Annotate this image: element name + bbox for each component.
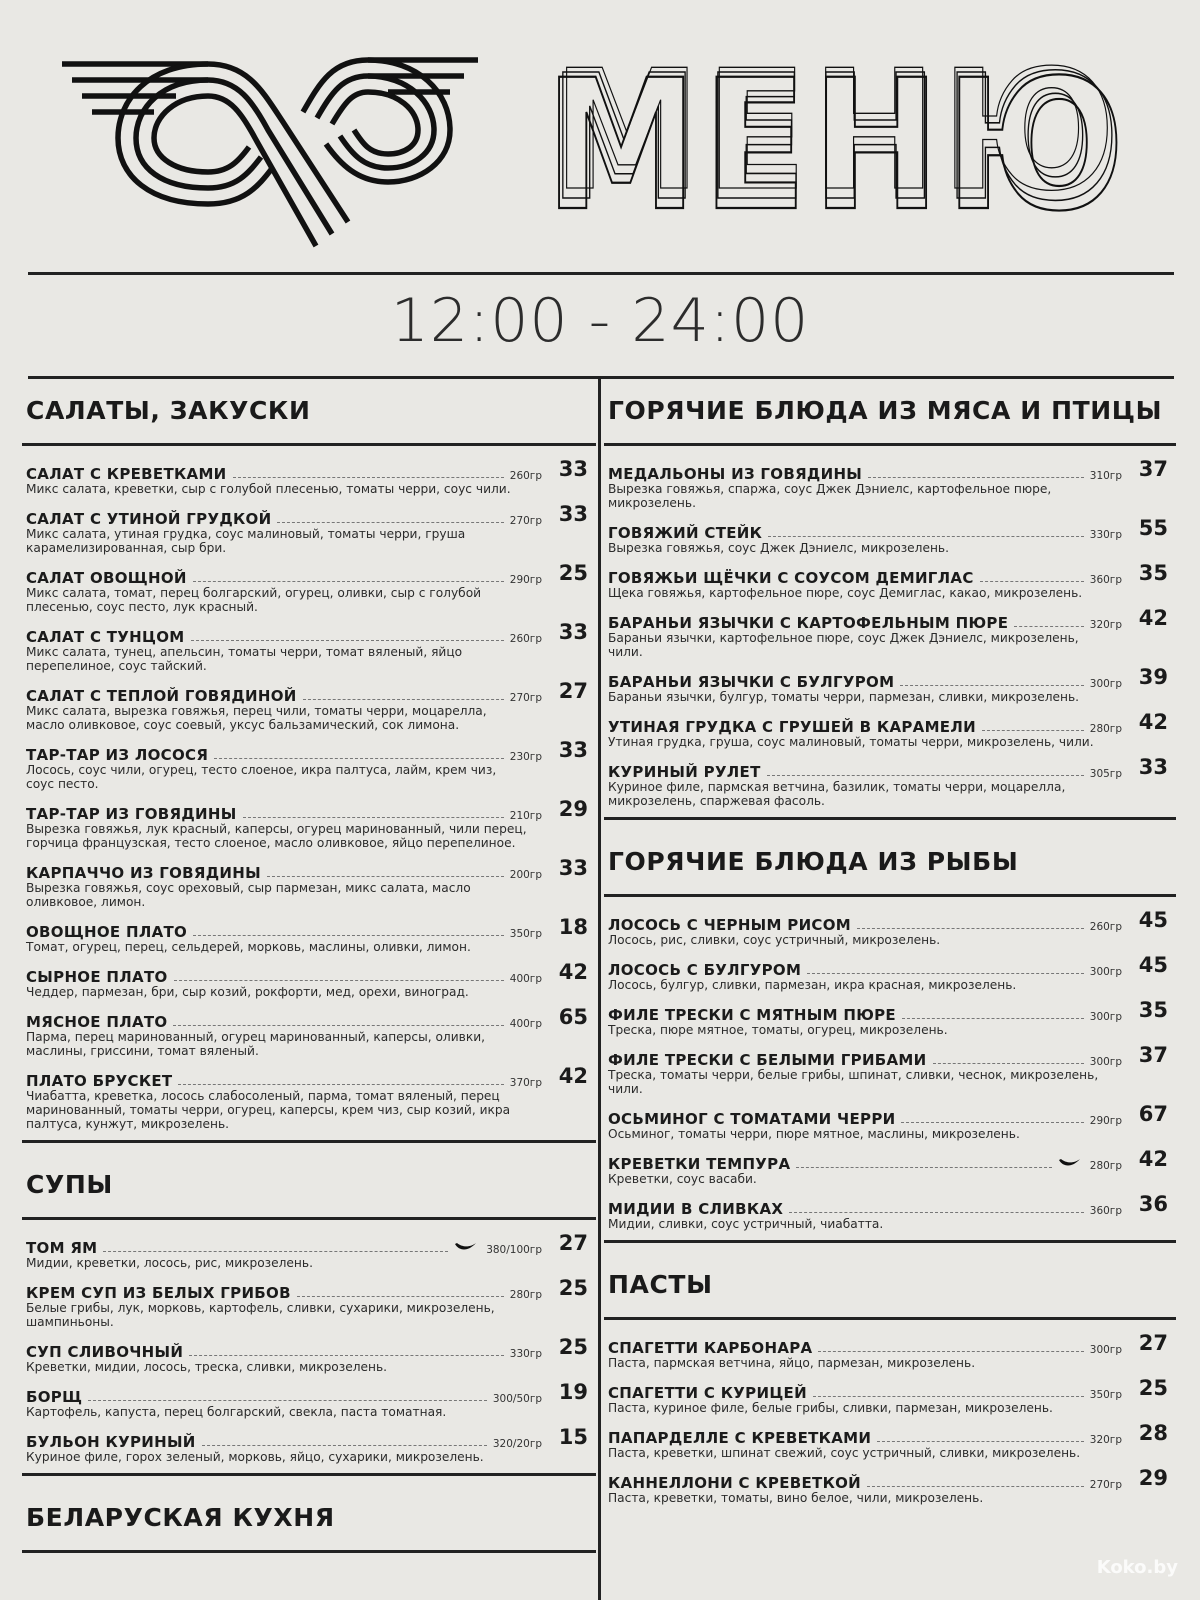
menu-item-header: [604, 953, 1168, 979]
menu-item[interactable]: [22, 457, 596, 496]
menu-item-description: Микс салата, утиная грудка, соус малиновый, томаты черри, груша карамелизированная, сыр бри.: [26, 527, 466, 555]
menu-item-weight: 300гр: [1089, 966, 1122, 978]
menu-item-price: 39: [1138, 665, 1168, 689]
menu-item-weight: 310гр: [1089, 470, 1122, 482]
menu-item-price: 29: [558, 797, 588, 821]
menu-item-price: 29: [1138, 1466, 1168, 1490]
menu-item-weight: 305гр: [1089, 768, 1122, 780]
menu-item-description: Бараньи язычки, булгур, томаты черри, пармезан, сливки, микрозелень.: [608, 690, 1080, 704]
menu-item[interactable]: [22, 1335, 596, 1374]
menu-item-name: ГОВЯЖЬИ ЩЁЧКИ С СОУСОМ ДЕМИГЛАС: [608, 569, 974, 587]
dotted-leader: [193, 581, 504, 582]
menu-item[interactable]: [604, 1102, 1176, 1141]
menu-item-weight: 230гр: [509, 751, 542, 763]
dotted-leader: [214, 758, 504, 759]
menu-item-description: Паста, пармская ветчина, яйцо, пармезан, микрозелень.: [608, 1356, 976, 1370]
menu-item-name: ЛОСОСЬ С БУЛГУРОМ: [608, 961, 802, 979]
menu-item-price: 33: [1138, 755, 1168, 779]
menu-item-weight: 270гр: [509, 692, 542, 704]
menu-item-weight: 270гр: [509, 515, 542, 527]
dotted-leader: [767, 775, 1084, 776]
menu-item-description: Чиабатта, креветка, лосось слабосоленый, парма, томат вяленый, перец маринованный, томаты черри, огурец, каперсы, крем чиз, сыр козий, икра палтуса, кунжут, микрозелень.: [26, 1089, 511, 1131]
opening-hours: 12:00 - 24:00: [390, 286, 810, 356]
section-rule: [604, 817, 1176, 820]
menu-item[interactable]: [604, 710, 1176, 749]
menu-item-name: САЛАТ ОВОЩНОЙ: [26, 569, 187, 587]
menu-item-description: Паста, креветки, шпинат свежий, соус устричный, сливки, микрозелень.: [608, 1446, 1081, 1460]
menu-item-description: Бараньи язычки, картофельное пюре, соус Джек Дэниелс, микрозелень, чили.: [608, 631, 1079, 659]
menu-item[interactable]: [604, 457, 1176, 510]
menu-item-price: 55: [1138, 516, 1168, 540]
menu-item-header: [604, 665, 1168, 691]
menu-item[interactable]: [22, 1425, 596, 1464]
svg-text:МЕНЮ: МЕНЮ: [553, 58, 1121, 218]
menu-item-price: 18: [558, 915, 588, 939]
menu-item-name: САЛАТ С КРЕВЕТКАМИ: [26, 465, 227, 483]
dotted-leader: [796, 1167, 1051, 1168]
dotted-leader: [174, 980, 504, 981]
menu-item-description: Вырезка говяжья, соус ореховый, сыр пармезан, микс салата, масло оливковое, лимон.: [26, 881, 471, 909]
menu-item-header: [22, 856, 588, 882]
menu-item-price: 25: [1138, 1376, 1168, 1400]
menu-item-price: 45: [1138, 908, 1168, 932]
menu-item-header: [22, 915, 588, 941]
menu-item[interactable]: [604, 516, 1176, 555]
menu-item-header: [604, 1376, 1168, 1402]
section-rule: [604, 894, 1176, 897]
dotted-leader: [980, 581, 1084, 582]
menu-item[interactable]: [22, 561, 596, 614]
menu-item[interactable]: [22, 797, 596, 850]
menu-item[interactable]: [604, 1421, 1176, 1460]
menu-item-weight: 280гр: [509, 1289, 542, 1301]
dotted-leader: [267, 876, 504, 877]
menu-item-header: [604, 1421, 1168, 1447]
infinity-wings-logo: [58, 52, 498, 262]
menu-item-description: Треска, пюре мятное, томаты, огурец, микрозелень.: [608, 1023, 948, 1037]
menu-item-header: [604, 606, 1168, 632]
dotted-leader: [789, 1212, 1084, 1213]
menu-item-name: ПАПАРДЕЛЛЕ С КРЕВЕТКАМИ: [608, 1429, 872, 1447]
menu-item[interactable]: [22, 1276, 596, 1329]
dotted-leader: [178, 1084, 503, 1085]
menu-item-name: ПЛАТО БРУСКЕТ: [26, 1072, 173, 1090]
menu-item-price: 42: [1138, 606, 1168, 630]
menu-item-weight: 300гр: [1089, 1011, 1122, 1023]
menu-item-header: [604, 516, 1168, 542]
menu-item-price: 45: [1138, 953, 1168, 977]
menu-item-description: Утиная грудка, груша, соус малиновый, томаты черри, микрозелень, чили.: [608, 735, 1094, 749]
dotted-leader: [900, 685, 1083, 686]
dotted-leader: [193, 935, 504, 936]
menu-item-name: ОВОЩНОЕ ПЛАТО: [26, 923, 188, 941]
dotted-leader: [901, 1122, 1083, 1123]
dotted-leader: [189, 1355, 504, 1356]
menu-item-header: [604, 710, 1168, 736]
menu-item-price: 33: [558, 457, 588, 481]
menu-item-header: [22, 1064, 588, 1090]
menu-item-weight: 350гр: [509, 928, 542, 940]
menu-item-weight: 330гр: [1089, 529, 1122, 541]
menu-item-name: СПАГЕТТИ КАРБОНАРА: [608, 1339, 813, 1357]
menu-item-weight: 370гр: [509, 1077, 542, 1089]
menu-item-price: 33: [558, 502, 588, 526]
menu-item-weight: 210гр: [509, 810, 542, 822]
menu-item-description: Паста, креветки, томаты, вино белое, чили, микрозелень.: [608, 1491, 984, 1505]
menu-item-name: КРЕВЕТКИ ТЕМПУРА: [608, 1155, 791, 1173]
menu-item-name: САЛАТ С ТЕПЛОЙ ГОВЯДИНОЙ: [26, 687, 297, 705]
menu-item[interactable]: [604, 1043, 1176, 1096]
menu-item-weight: 300гр: [1089, 1344, 1122, 1356]
menu-item-description: Микс салата, тунец, апельсин, томаты черри, томат вяленый, яйцо перепелиное, соус тайский.: [26, 645, 463, 673]
menu-item-weight: 280гр: [1089, 723, 1122, 735]
menu-item-price: 42: [1138, 1147, 1168, 1171]
menu-item-price: 42: [1138, 710, 1168, 734]
menu-item-weight: 290гр: [1089, 1115, 1122, 1127]
menu-item-description: Белые грибы, лук, морковь, картофель, сливки, сухарики, микрозелень, шампиньоны.: [26, 1301, 495, 1329]
header-rule: [28, 272, 1174, 275]
menu-item-header: [22, 502, 588, 528]
menu-item[interactable]: [22, 1380, 596, 1419]
menu-item-weight: 360гр: [1089, 1205, 1122, 1217]
menu-item-name: БУЛЬОН КУРИНЫЙ: [26, 1433, 196, 1451]
dotted-leader: [191, 640, 504, 641]
section-rule: [604, 1240, 1176, 1243]
menu-item-price: 35: [1138, 561, 1168, 585]
svg-text:МЕНЮ: МЕНЮ: [549, 58, 1126, 218]
dotted-leader: [297, 1296, 504, 1297]
watermark: Koko.by: [1096, 1557, 1178, 1578]
menu-item[interactable]: [604, 1466, 1176, 1505]
menu-item[interactable]: [604, 755, 1176, 808]
menu-item-price: 33: [558, 738, 588, 762]
menu-item[interactable]: [22, 1064, 596, 1131]
menu-item[interactable]: [604, 606, 1176, 659]
menu-item-price: 37: [1138, 457, 1168, 481]
menu-item-price: 42: [558, 960, 588, 984]
dotted-leader: [857, 928, 1084, 929]
menu-item[interactable]: [604, 953, 1176, 992]
menu-item-description: Креветки, мидии, лосось, треска, сливки, микрозелень.: [26, 1360, 388, 1374]
menu-item-name: БАРАНЬИ ЯЗЫЧКИ С БУЛГУРОМ: [608, 673, 895, 691]
menu-item-header: [604, 561, 1168, 587]
menu-item-description: Осьминог, томаты черри, пюре мятное, маслины, микрозелень.: [608, 1127, 1020, 1141]
menu-item-header: [604, 755, 1168, 781]
menu-item-price: 35: [1138, 998, 1168, 1022]
menu-item-name: КРЕМ СУП ИЗ БЕЛЫХ ГРИБОВ: [26, 1284, 291, 1302]
section-rule: [22, 1473, 596, 1476]
menu-item[interactable]: [604, 1147, 1176, 1186]
menu-item-header: [604, 1331, 1168, 1357]
menu-item-description: Куриное филе, пармская ветчина, базилик, томаты черри, моцарелла, микрозелень, спаржевая фасоль.: [608, 780, 1066, 808]
section-rule: [22, 1217, 596, 1220]
dotted-leader: [1014, 626, 1084, 627]
menu-item-name: БОРЩ: [26, 1388, 83, 1406]
menu-section: [22, 379, 596, 1143]
menu-item-price: 25: [558, 1335, 588, 1359]
menu-item-weight: 290гр: [509, 574, 542, 586]
dotted-leader: [173, 1025, 503, 1026]
menu-item-name: ФИЛЕ ТРЕСКИ С БЕЛЫМИ ГРИБАМИ: [608, 1051, 927, 1069]
menu-item[interactable]: [604, 908, 1176, 947]
dotted-leader: [877, 1441, 1084, 1442]
chili-pepper-icon: [1058, 1157, 1082, 1169]
menu-item-description: Вырезка говяжья, спаржа, соус Джек Дэниелс, картофельное пюре, микрозелень.: [608, 482, 1052, 510]
section-rule: [22, 1550, 596, 1553]
menu-item[interactable]: [604, 1192, 1176, 1231]
menu-item-header: [22, 1276, 588, 1302]
menu-item-name: ЛОСОСЬ С ЧЕРНЫМ РИСОМ: [608, 916, 852, 934]
menu-item-header: [22, 1231, 588, 1257]
menu-column-right: [604, 379, 1176, 1514]
menu-item-name: СЫРНОЕ ПЛАТО: [26, 968, 168, 986]
dotted-leader: [868, 477, 1084, 478]
menu-item-name: ТАР-ТАР ИЗ ЛОСОСЯ: [26, 746, 209, 764]
menu-item-description: Вырезка говяжья, лук красный, каперсы, огурец маринованный, чили перец, горчица французская, тесто слоеное, масло оливковое, яйцо перепелиное.: [26, 822, 527, 850]
dotted-leader: [933, 1063, 1084, 1064]
menu-item-price: 27: [558, 1231, 588, 1255]
section-title: ГОРЯЧИЕ БЛЮДА ИЗ РЫБЫ: [608, 847, 1019, 876]
menu-item[interactable]: [604, 1376, 1176, 1415]
menu-item-header: [22, 620, 588, 646]
menu-item-price: 33: [558, 620, 588, 644]
menu-section: [604, 830, 1176, 1243]
menu-item-price: 27: [1138, 1331, 1168, 1355]
menu-item-header: [22, 960, 588, 986]
menu-item-description: Лосось, булгур, сливки, пармезан, икра красная, микрозелень.: [608, 978, 1017, 992]
menu-item-description: Мидии, креветки, лосось, рис, микрозелень.: [26, 1256, 313, 1270]
menu-item-description: Микс салата, креветки, сыр с голубой плесенью, томаты черри, соус чили.: [26, 482, 511, 496]
menu-item-weight: 200гр: [509, 869, 542, 881]
menu-item-description: Картофель, капуста, перец болгарский, свекла, паста томатная.: [26, 1405, 447, 1419]
menu-item-name: ФИЛЕ ТРЕСКИ С МЯТНЫМ ПЮРЕ: [608, 1006, 896, 1024]
menu-item[interactable]: [22, 620, 596, 673]
menu-item-name: МЕДАЛЬОНЫ ИЗ ГОВЯДИНЫ: [608, 465, 863, 483]
section-title: ПАСТЫ: [608, 1270, 713, 1299]
menu-item-weight: 380/100гр: [486, 1244, 542, 1256]
menu-item-price: 25: [558, 561, 588, 585]
menu-item-header: [604, 908, 1168, 934]
dotted-leader: [233, 477, 504, 478]
menu-item[interactable]: [604, 1331, 1176, 1370]
menu-item[interactable]: [22, 679, 596, 732]
menu-item-price: 67: [1138, 1102, 1168, 1126]
menu-item-name: ОСЬМИНОГ С ТОМАТАМИ ЧЕРРИ: [608, 1110, 896, 1128]
menu-item-weight: 300/50гр: [492, 1393, 542, 1405]
menu-item-header: [604, 1192, 1168, 1218]
menu-item-description: Микс салата, томат, перец болгарский, огурец, оливки, сыр с голубой плесенью, соус песто, лук красный.: [26, 586, 482, 614]
menu-item-weight: 300гр: [1089, 678, 1122, 690]
menu-item-description: Мидии, сливки, соус устричный, чиабатта.: [608, 1217, 884, 1231]
svg-text:МЕНЮ: МЕНЮ: [545, 58, 1130, 218]
dotted-leader: [88, 1400, 487, 1401]
menu-item-name: САЛАТ С УТИНОЙ ГРУДКОЙ: [26, 510, 272, 528]
dotted-leader: [982, 730, 1084, 731]
dotted-leader: [202, 1445, 487, 1446]
menu-item-name: БАРАНЬИ ЯЗЫЧКИ С КАРТОФЕЛЬНЫМ ПЮРЕ: [608, 614, 1009, 632]
menu-item-header: [22, 797, 588, 823]
menu-item-description: Треска, томаты черри, белые грибы, шпинат, сливки, чеснок, микрозелень, чили.: [608, 1068, 1099, 1096]
dotted-leader: [243, 817, 504, 818]
menu-item-name: УТИНАЯ ГРУДКА С ГРУШЕЙ В КАРАМЕЛИ: [608, 718, 976, 736]
menu-item-weight: 320гр: [1089, 619, 1122, 631]
menu-item-name: ГОВЯЖИЙ СТЕЙК: [608, 524, 763, 542]
menu-item[interactable]: [22, 960, 596, 999]
menu-item-name: СПАГЕТТИ С КУРИЦЕЙ: [608, 1384, 807, 1402]
menu-item-weight: 260гр: [1089, 921, 1122, 933]
menu-item-name: СУП СЛИВОЧНЫЙ: [26, 1343, 184, 1361]
menu-item-price: 42: [558, 1064, 588, 1088]
menu-item-price: 65: [558, 1005, 588, 1029]
menu-item-description: Куриное филе, горох зеленый, морковь, яйцо, сухарики, микрозелень.: [26, 1450, 484, 1464]
dotted-leader: [807, 973, 1084, 974]
menu-title: [545, 58, 1135, 218]
dotted-leader: [818, 1351, 1083, 1352]
menu-item-price: 33: [558, 856, 588, 880]
menu-item-weight: 280гр: [1089, 1160, 1122, 1172]
menu-item-description: Креветки, соус васаби.: [608, 1172, 757, 1186]
menu-item-weight: 350гр: [1089, 1389, 1122, 1401]
menu-item[interactable]: [22, 856, 596, 909]
menu-item-name: ТОМ ЯМ: [26, 1239, 98, 1257]
menu-item-price: 28: [1138, 1421, 1168, 1445]
menu-item-description: Паста, куриное филе, белые грибы, сливки, пармезан, микрозелень.: [608, 1401, 1053, 1415]
section-rule: [604, 1317, 1176, 1320]
menu-item-name: САЛАТ С ТУНЦОМ: [26, 628, 185, 646]
section-title: ГОРЯЧИЕ БЛЮДА ИЗ МЯСА И ПТИЦЫ: [608, 396, 1163, 425]
menu-item[interactable]: [22, 915, 596, 954]
menu-item-name: МЯСНОЕ ПЛАТО: [26, 1013, 168, 1031]
menu-item[interactable]: [604, 998, 1176, 1037]
menu-item-name: МИДИИ В СЛИВКАХ: [608, 1200, 784, 1218]
menu-item-name: ТАР-ТАР ИЗ ГОВЯДИНЫ: [26, 805, 237, 823]
menu-item-description: Томат, огурец, перец, сельдерей, морковь, маслины, оливки, лимон.: [26, 940, 471, 954]
menu-item-weight: 270гр: [1089, 1479, 1122, 1491]
section-title: СУПЫ: [26, 1170, 113, 1199]
menu-item-price: 37: [1138, 1043, 1168, 1067]
menu-item-header: [604, 1102, 1168, 1128]
menu-item-weight: 360гр: [1089, 574, 1122, 586]
menu-item-header: [22, 1425, 588, 1451]
menu-item[interactable]: [22, 1231, 596, 1270]
section-rule: [604, 443, 1176, 446]
section-rule: [22, 443, 596, 446]
dotted-leader: [867, 1486, 1084, 1487]
dotted-leader: [902, 1018, 1084, 1019]
menu-item-description: Чеддер, пармезан, бри, сыр козий, рокфорти, мед, орехи, виноград.: [26, 985, 469, 999]
menu-item-header: [22, 679, 588, 705]
menu-section: [604, 1253, 1176, 1505]
menu-item-price: 27: [558, 679, 588, 703]
menu-item-header: [22, 1005, 588, 1031]
menu-item[interactable]: [22, 1005, 596, 1058]
dotted-leader: [303, 699, 504, 700]
menu-item-header: [22, 457, 588, 483]
menu-item-weight: 400гр: [509, 1018, 542, 1030]
dotted-leader: [277, 522, 503, 523]
menu-item-weight: 400гр: [509, 973, 542, 985]
menu-item-weight: 260гр: [509, 633, 542, 645]
menu-item-weight: 320гр: [1089, 1434, 1122, 1446]
menu-item-price: 19: [558, 1380, 588, 1404]
dotted-leader: [768, 536, 1084, 537]
menu-section: [22, 1486, 596, 1553]
column-divider: [598, 376, 601, 1600]
menu-section: [22, 1153, 596, 1476]
menu-item-header: [604, 1466, 1168, 1492]
menu-item-price: 36: [1138, 1192, 1168, 1216]
menu-item[interactable]: [604, 665, 1176, 704]
menu-item[interactable]: [22, 738, 596, 791]
section-title: САЛАТЫ, ЗАКУСКИ: [26, 396, 311, 425]
dotted-leader: [813, 1396, 1084, 1397]
menu-item-weight: 300гр: [1089, 1056, 1122, 1068]
menu-item-weight: 320/20гр: [492, 1438, 542, 1450]
menu-item-description: Парма, перец маринованный, огурец маринованный, каперсы, оливки, маслины, гриссини, томат вяленый.: [26, 1030, 485, 1058]
menu-item-header: [604, 1147, 1168, 1173]
menu-item-header: [22, 1380, 588, 1406]
menu-item-name: КАННЕЛЛОНИ С КРЕВЕТКОЙ: [608, 1474, 862, 1492]
menu-item-description: Щека говяжья, картофельное пюре, соус Демиглас, какао, микрозелень.: [608, 586, 1083, 600]
menu-item-description: Вырезка говяжья, соус Джек Дэниелс, микрозелень.: [608, 541, 949, 555]
menu-item-header: [604, 998, 1168, 1024]
menu-item-weight: 260гр: [509, 470, 542, 482]
chili-pepper-icon: [454, 1241, 478, 1253]
menu-item-header: [604, 457, 1168, 483]
menu-item-weight: 330гр: [509, 1348, 542, 1360]
section-title: БЕЛАРУСКАЯ КУХНЯ: [26, 1503, 335, 1532]
menu-item-header: [604, 1043, 1168, 1069]
dotted-leader: [103, 1251, 448, 1252]
menu-item-description: Лосось, рис, сливки, соус устричный, микрозелень.: [608, 933, 941, 947]
menu-section: [604, 379, 1176, 820]
menu-item[interactable]: [604, 561, 1176, 600]
menu-item-header: [22, 1335, 588, 1361]
menu-item-price: 25: [558, 1276, 588, 1300]
menu-item-description: Лосось, соус чили, огурец, тесто слоеное, икра палтуса, лайм, крем чиз, соус песто.: [26, 763, 497, 791]
menu-column-left: [22, 379, 596, 1567]
menu-item-name: КАРПАЧЧО ИЗ ГОВЯДИНЫ: [26, 864, 261, 882]
menu-item-header: [22, 738, 588, 764]
section-rule: [22, 1140, 596, 1143]
menu-item-description: Микс салата, вырезка говяжья, перец чили, томаты черри, моцарелла, масло оливковое, соус соевый, уксус бальзамический, сок лимона.: [26, 704, 487, 732]
menu-item[interactable]: [22, 502, 596, 555]
menu-item-header: [22, 561, 588, 587]
menu-item-name: КУРИНЫЙ РУЛЕТ: [608, 763, 761, 781]
menu-item-price: 15: [558, 1425, 588, 1449]
